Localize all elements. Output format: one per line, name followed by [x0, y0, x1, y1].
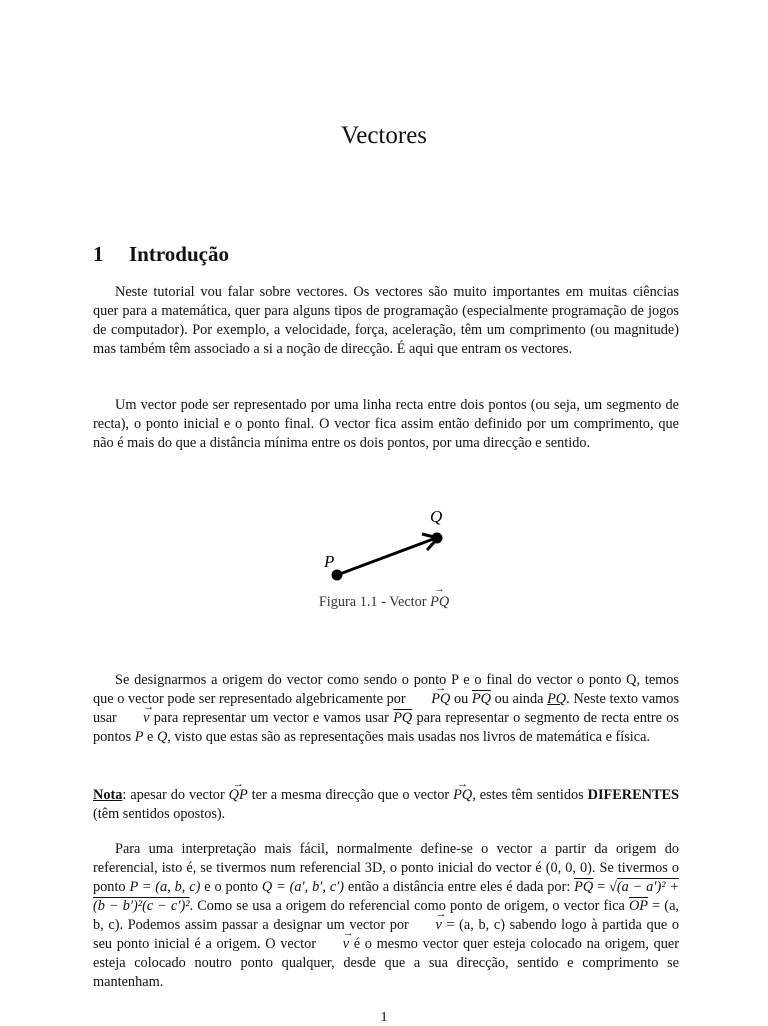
text-run: ou ainda	[490, 691, 548, 707]
segment-pq: $\overline{PQ}$	[574, 879, 594, 895]
vector-qp: → QP	[229, 786, 248, 805]
paragraph-notation	[93, 671, 679, 747]
vector-v: → v	[413, 916, 441, 935]
vector-segment	[337, 538, 436, 575]
label-p: P	[324, 552, 335, 571]
page-number: 1	[380, 1010, 388, 1025]
caption-vector: → PQ	[430, 594, 449, 611]
point-q-coords: Q = (a′, b′, c′)	[261, 879, 345, 895]
segment-op: $\overline{OP}$	[628, 898, 649, 914]
segment-pq: $\overline{PQ}$	[471, 691, 491, 707]
point-p-text: P	[134, 729, 144, 745]
text-run: : apesar do vector	[122, 787, 229, 803]
vector-v: → v	[121, 709, 149, 728]
point-q	[432, 533, 443, 544]
section-number: 1	[93, 242, 104, 266]
text-run: para representar um vector e vamos usar	[149, 710, 394, 726]
text-run: = (a, b, c). Podemos assim passar a designar um vector por	[93, 898, 679, 933]
sqrt-symbol: = √	[593, 879, 617, 895]
vector-pq: → PQ	[453, 786, 472, 805]
section-title: Introdução	[129, 242, 229, 266]
figure-caption	[0, 594, 768, 611]
paragraph-definition: Um vector pode ser representado por uma linha recta entre dois pontos (ou seja, um segmento de recta), o ponto inicial e o ponto final. O vector fica assim então definido por um comprimento, que não é mais do que a distância mínima entre os dois pontos, por uma direcção e sentido.	[93, 397, 679, 451]
vector-pq: → PQ	[409, 690, 450, 709]
underlined-pq: PQ	[547, 691, 567, 707]
segment-pq: $\overline{PQ}$	[393, 710, 413, 726]
note-label: Nota	[93, 787, 123, 803]
text-run: ter a mesma direcção que o vector	[247, 787, 454, 803]
text-run: e o ponto	[200, 879, 262, 895]
text-run: , estes têm sentidos	[472, 787, 588, 803]
text-run: então a distância entre eles é dada por:	[344, 879, 575, 895]
text-run: Se designarmos a origem do vector como sendo o ponto P e o final do vector o ponto Q, temos que o vector pode ser representado algebricamente por	[93, 672, 679, 707]
caption-text: Figura 1.1 - Vector	[318, 594, 431, 610]
text-run: ou	[450, 691, 472, 707]
point-p	[332, 570, 343, 581]
point-p-coords: P = (a, b, c)	[129, 879, 201, 895]
vector-v: → v	[321, 935, 349, 954]
paragraph-origin	[93, 840, 679, 992]
text-run: , visto que estas são as representações mais usadas nos livros de matemática e física.	[167, 729, 651, 745]
paragraph-note	[93, 786, 679, 824]
text-run: e	[143, 729, 157, 745]
section-heading	[93, 242, 229, 267]
paragraph-intro: Neste tutorial vou falar sobre vectores. Os vectores são muito importantes em muitas ciências quer para a matemática, quer para alguns tipos de programação (especialmente programação de jogos de computador). Por exemplo, a velocidade, força, aceleração, têm um comprimento (ou magnitude) mas também têm associado a si a noção de direcção. É aqui que entram os vectores.	[93, 284, 679, 357]
text-run: para representar o segmento de recta entre os pontos	[93, 710, 679, 745]
radicand: (a − a′)² + (b − b′)²(c − c′)²	[93, 879, 680, 914]
text-run: = (a, b, c) sabendo logo à partida que o seu ponto inicial é a origem. O vector	[93, 917, 679, 952]
point-q-text: Q	[156, 729, 168, 745]
label-q: Q	[430, 507, 443, 526]
text-run: . Neste texto vamos usar	[93, 691, 680, 726]
text-run: (têm sentidos opostos).	[93, 806, 226, 822]
text-run: é o mesmo vector quer esteja colocado na origem, quer esteja colocado noutro ponto qualquer, desde que a sua direcção, sentido e comprimento se mantenham.	[93, 936, 679, 990]
emphasis-different: DIFERENTES	[587, 787, 679, 803]
text-run: . Como se usa a origem do referencial como ponto de origem, o vector fica	[189, 898, 629, 914]
text-run: Para uma interpretação mais fácil, normalmente define-se o vector a partir da origem do referencial, isto é, se tivermos num referencial 3D, o ponto inicial do vector é (0, 0, 0). Se tivermos o ponto	[93, 841, 679, 895]
document-title: Vectores	[340, 122, 428, 149]
